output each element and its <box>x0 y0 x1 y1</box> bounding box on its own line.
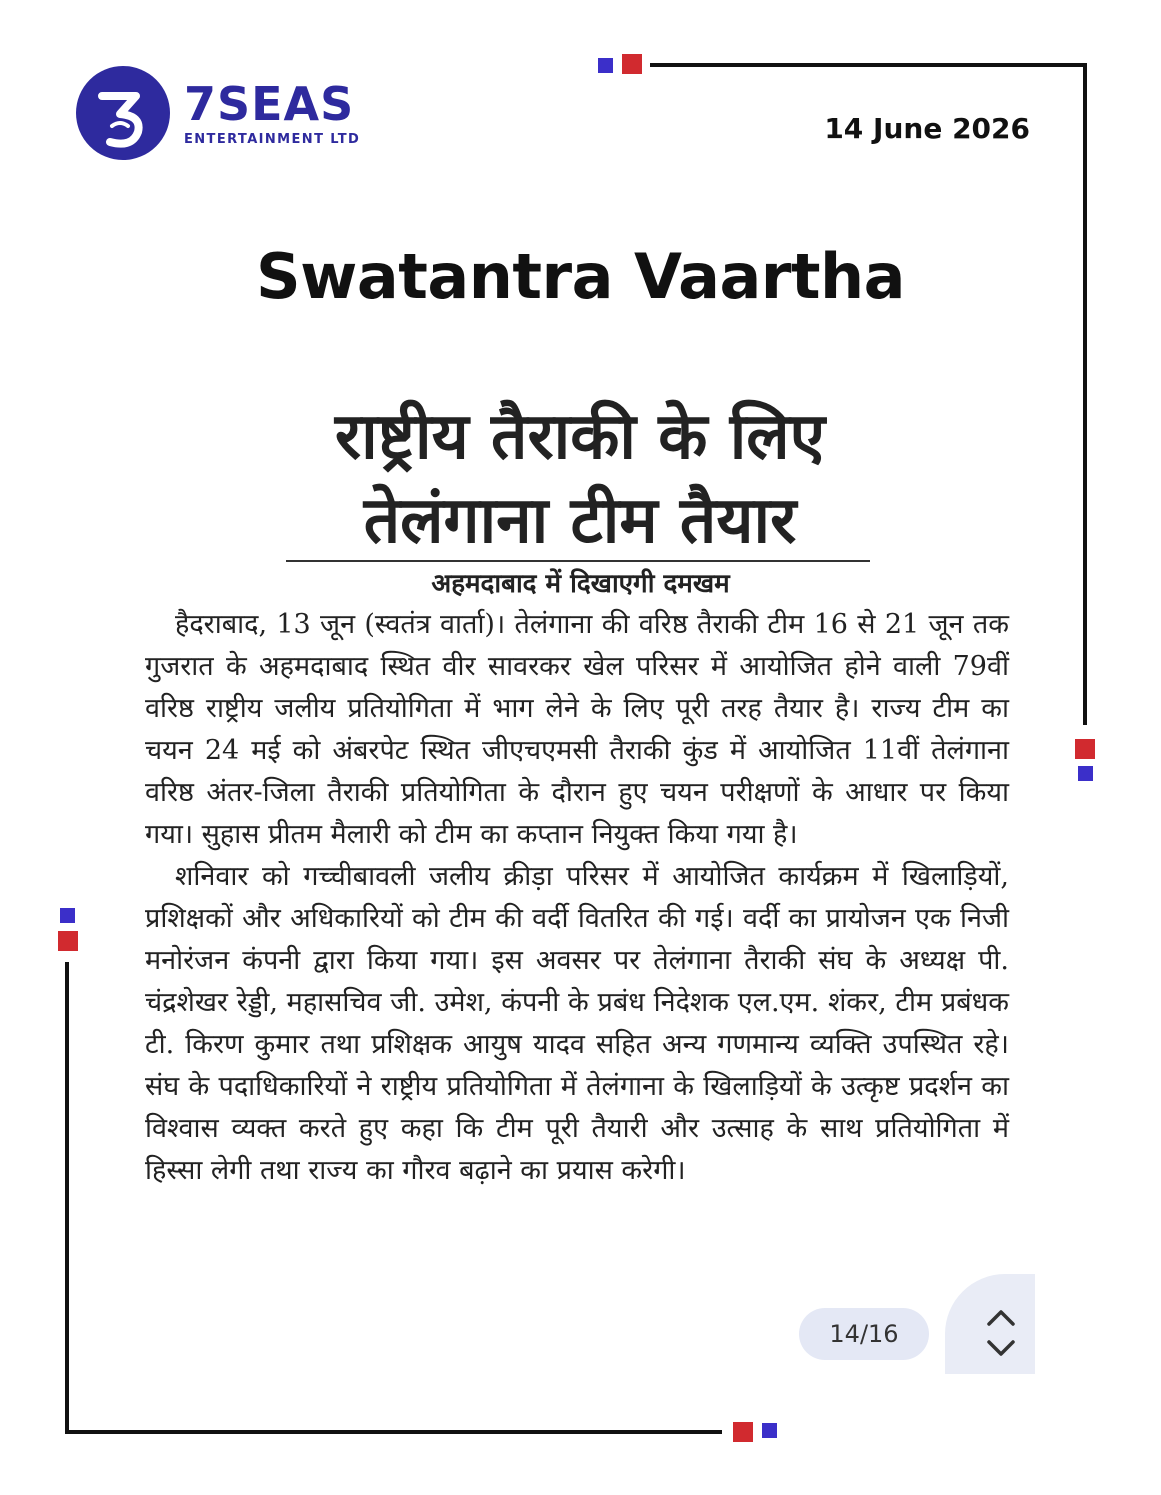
accent-square-red <box>58 931 78 951</box>
article-headline <box>210 395 950 563</box>
chevron-down-icon <box>985 1338 1017 1358</box>
brand-subtitle: ENTERTAINMENT LTD <box>184 131 361 147</box>
accent-square-red <box>622 54 642 74</box>
publication-date: 14 June 2026 <box>824 112 1030 145</box>
accent-square-blue <box>1078 766 1093 781</box>
headline-line-2: तेलंगाना टीम तैयार <box>363 484 797 558</box>
article-body <box>145 604 1009 1192</box>
frame-left-line <box>65 962 69 1434</box>
brand-name: 7SEAS <box>184 76 355 131</box>
headline-divider <box>286 560 870 562</box>
frame-bottom-line <box>65 1430 722 1434</box>
page-indicator: 14/16 <box>799 1308 929 1360</box>
frame-right-line <box>1083 63 1087 725</box>
article-paragraph: हैदराबाद, 13 जून (स्वतंत्र वार्ता)। तेलंगाना की वरिष्ठ तैराकी टीम 16 से 21 जून तक गुजरात के अहमदाबाद स्थित वीर सावरकर खेल परिसर में आयोजित होने वाली 79वीं वरिष्ठ राष्ट्रीय जलीय प्रतियोगिता में भाग लेने के लिए पूरी तरह तैयार है। राज्य टीम का चयन 24 मई को अंबरपेट स्थित जीएचएमसी तैराकी कुंड में आयोजित 11वीं तेलंगाना वरिष्ठ अंतर-जिला तैराकी प्रतियोगिता के दौरान हुए चयन परीक्षणों के आधार पर किया गया। सुहास प्रीतम मैलारी को टीम का कप्तान नियुक्त किया गया है। <box>145 609 1009 850</box>
chevron-up-icon <box>985 1308 1017 1328</box>
previous-page-button[interactable] <box>983 1304 1019 1332</box>
accent-square-blue <box>762 1423 777 1438</box>
frame-top-line <box>650 63 1087 67</box>
logo-emblem-icon <box>76 66 170 160</box>
article-paragraph: शनिवार को गच्चीबावली जलीय क्रीड़ा परिसर में आयोजित कार्यक्रम में खिलाड़ियों, प्रशिक्षकों और अधिकारियों को टीम की वर्दी वितरित की गई। वर्दी का प्रायोजन एक निजी मनोरंजन कंपनी द्वारा किया गया। इस अवसर पर तेलंगाना तैराकी संघ के अध्यक्ष पी. चंद्रशेखर रेड्डी, महासचिव जी. उमेश, कंपनी के प्रबंध निदेशक एल.एम. शंकर, टीम प्रबंधक टी. किरण कुमार तथा प्रशिक्षक आयुष यादव सहित अन्य गणमान्य व्यक्ति उपस्थित रहे। संघ के पदाधिकारियों ने राष्ट्रीय प्रतियोगिता में तेलंगाना के खिलाड़ियों के उत्कृष्ट प्रदर्शन का विश्वास व्यक्त करते हुए कहा कि टीम पूरी तैयारी और उत्साह के साथ प्रतियोगिता में हिस्सा लेगी तथा राज्य का गौरव बढ़ाने का प्रयास करेगी। <box>145 861 1009 1186</box>
accent-square-red <box>1075 739 1095 759</box>
accent-square-red <box>733 1422 753 1442</box>
accent-square-blue <box>598 58 613 73</box>
brand-logo <box>76 66 360 160</box>
headline-line-1: राष्ट्रीय तैराकी के लिए <box>334 400 826 474</box>
page-navigation <box>945 1274 1035 1374</box>
article-subheadline: अहमदाबाद में दिखाएगी दमखम <box>431 569 730 599</box>
next-page-button[interactable] <box>983 1334 1019 1362</box>
accent-square-blue <box>60 908 75 923</box>
publication-title: Swatantra Vaartha <box>256 240 905 313</box>
